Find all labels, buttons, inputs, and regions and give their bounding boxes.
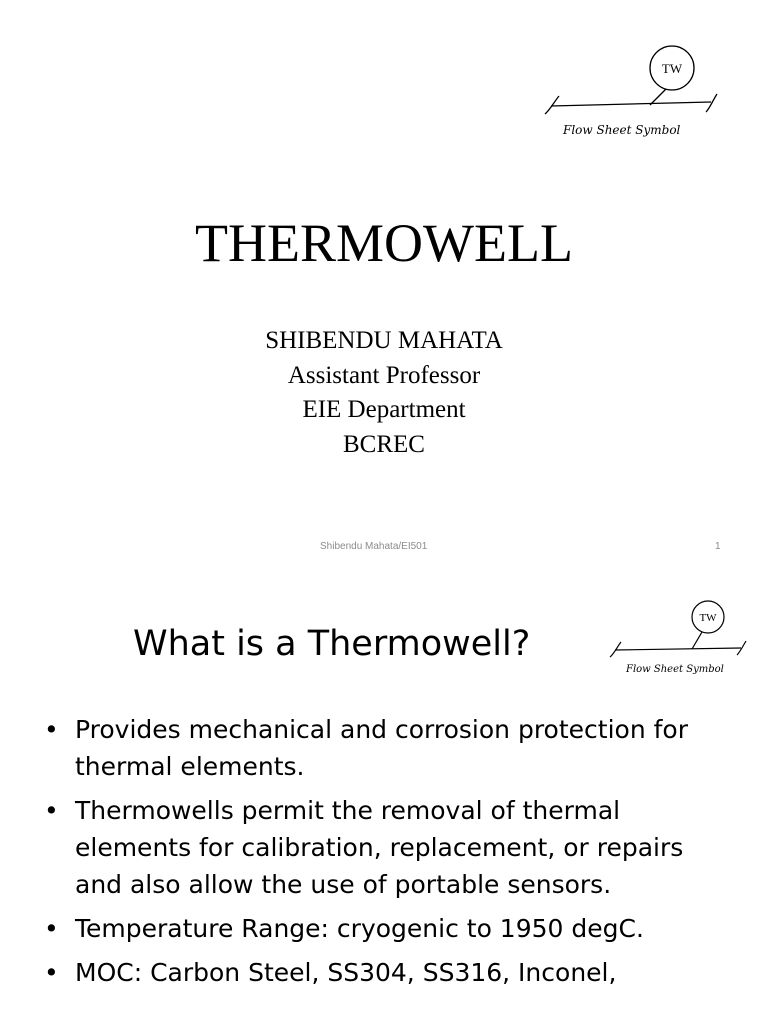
bullet-icon: • xyxy=(44,715,59,744)
bullet-text: Provides mechanical and corrosion protection for thermal elements. xyxy=(75,715,688,781)
slide-footer: Shibendu Mahata/EI501 xyxy=(320,541,428,552)
bullet-text: Temperature Range: cryogenic to 1950 degC. xyxy=(75,914,644,943)
author-name: SHIBENDU MAHATA xyxy=(265,327,503,354)
slide-2 xyxy=(0,576,768,1024)
symbol-tw-label: TW xyxy=(699,612,717,624)
flow-sheet-symbol xyxy=(610,600,750,684)
author-institution: BCREC xyxy=(343,430,425,458)
slide-number: 1 xyxy=(715,541,721,552)
flow-sheet-symbol xyxy=(545,44,720,144)
bullet-text: MOC: Carbon Steel, SS304, SS316, Inconel, xyxy=(75,958,617,987)
symbol-tw-label: TW xyxy=(661,61,683,76)
author-role: Assistant Professor xyxy=(287,361,481,389)
thermowell-symbol-icon xyxy=(545,44,720,104)
symbol-caption: Flow Sheet Symbol xyxy=(563,123,681,137)
thermowell-symbol-icon xyxy=(610,600,750,660)
author-department: EIE Department xyxy=(302,396,466,423)
bullet-item xyxy=(44,910,734,947)
bullet-list xyxy=(44,711,734,998)
bullet-text: Thermowells permit the removal of thermal elements for calibration, replacement, or repairs and also allow the use of portable sensors. xyxy=(75,796,684,899)
author-block xyxy=(0,324,768,462)
bullet-item xyxy=(44,792,734,903)
slide-title: THERMOWELL xyxy=(195,213,573,273)
slide-title: What is a Thermowell? xyxy=(133,624,531,664)
bullet-item xyxy=(44,711,734,785)
bullet-icon: • xyxy=(44,796,59,825)
symbol-caption: Flow Sheet Symbol xyxy=(626,664,724,675)
bullet-icon: • xyxy=(44,914,59,943)
bullet-item xyxy=(44,954,734,991)
bullet-icon: • xyxy=(44,958,59,987)
